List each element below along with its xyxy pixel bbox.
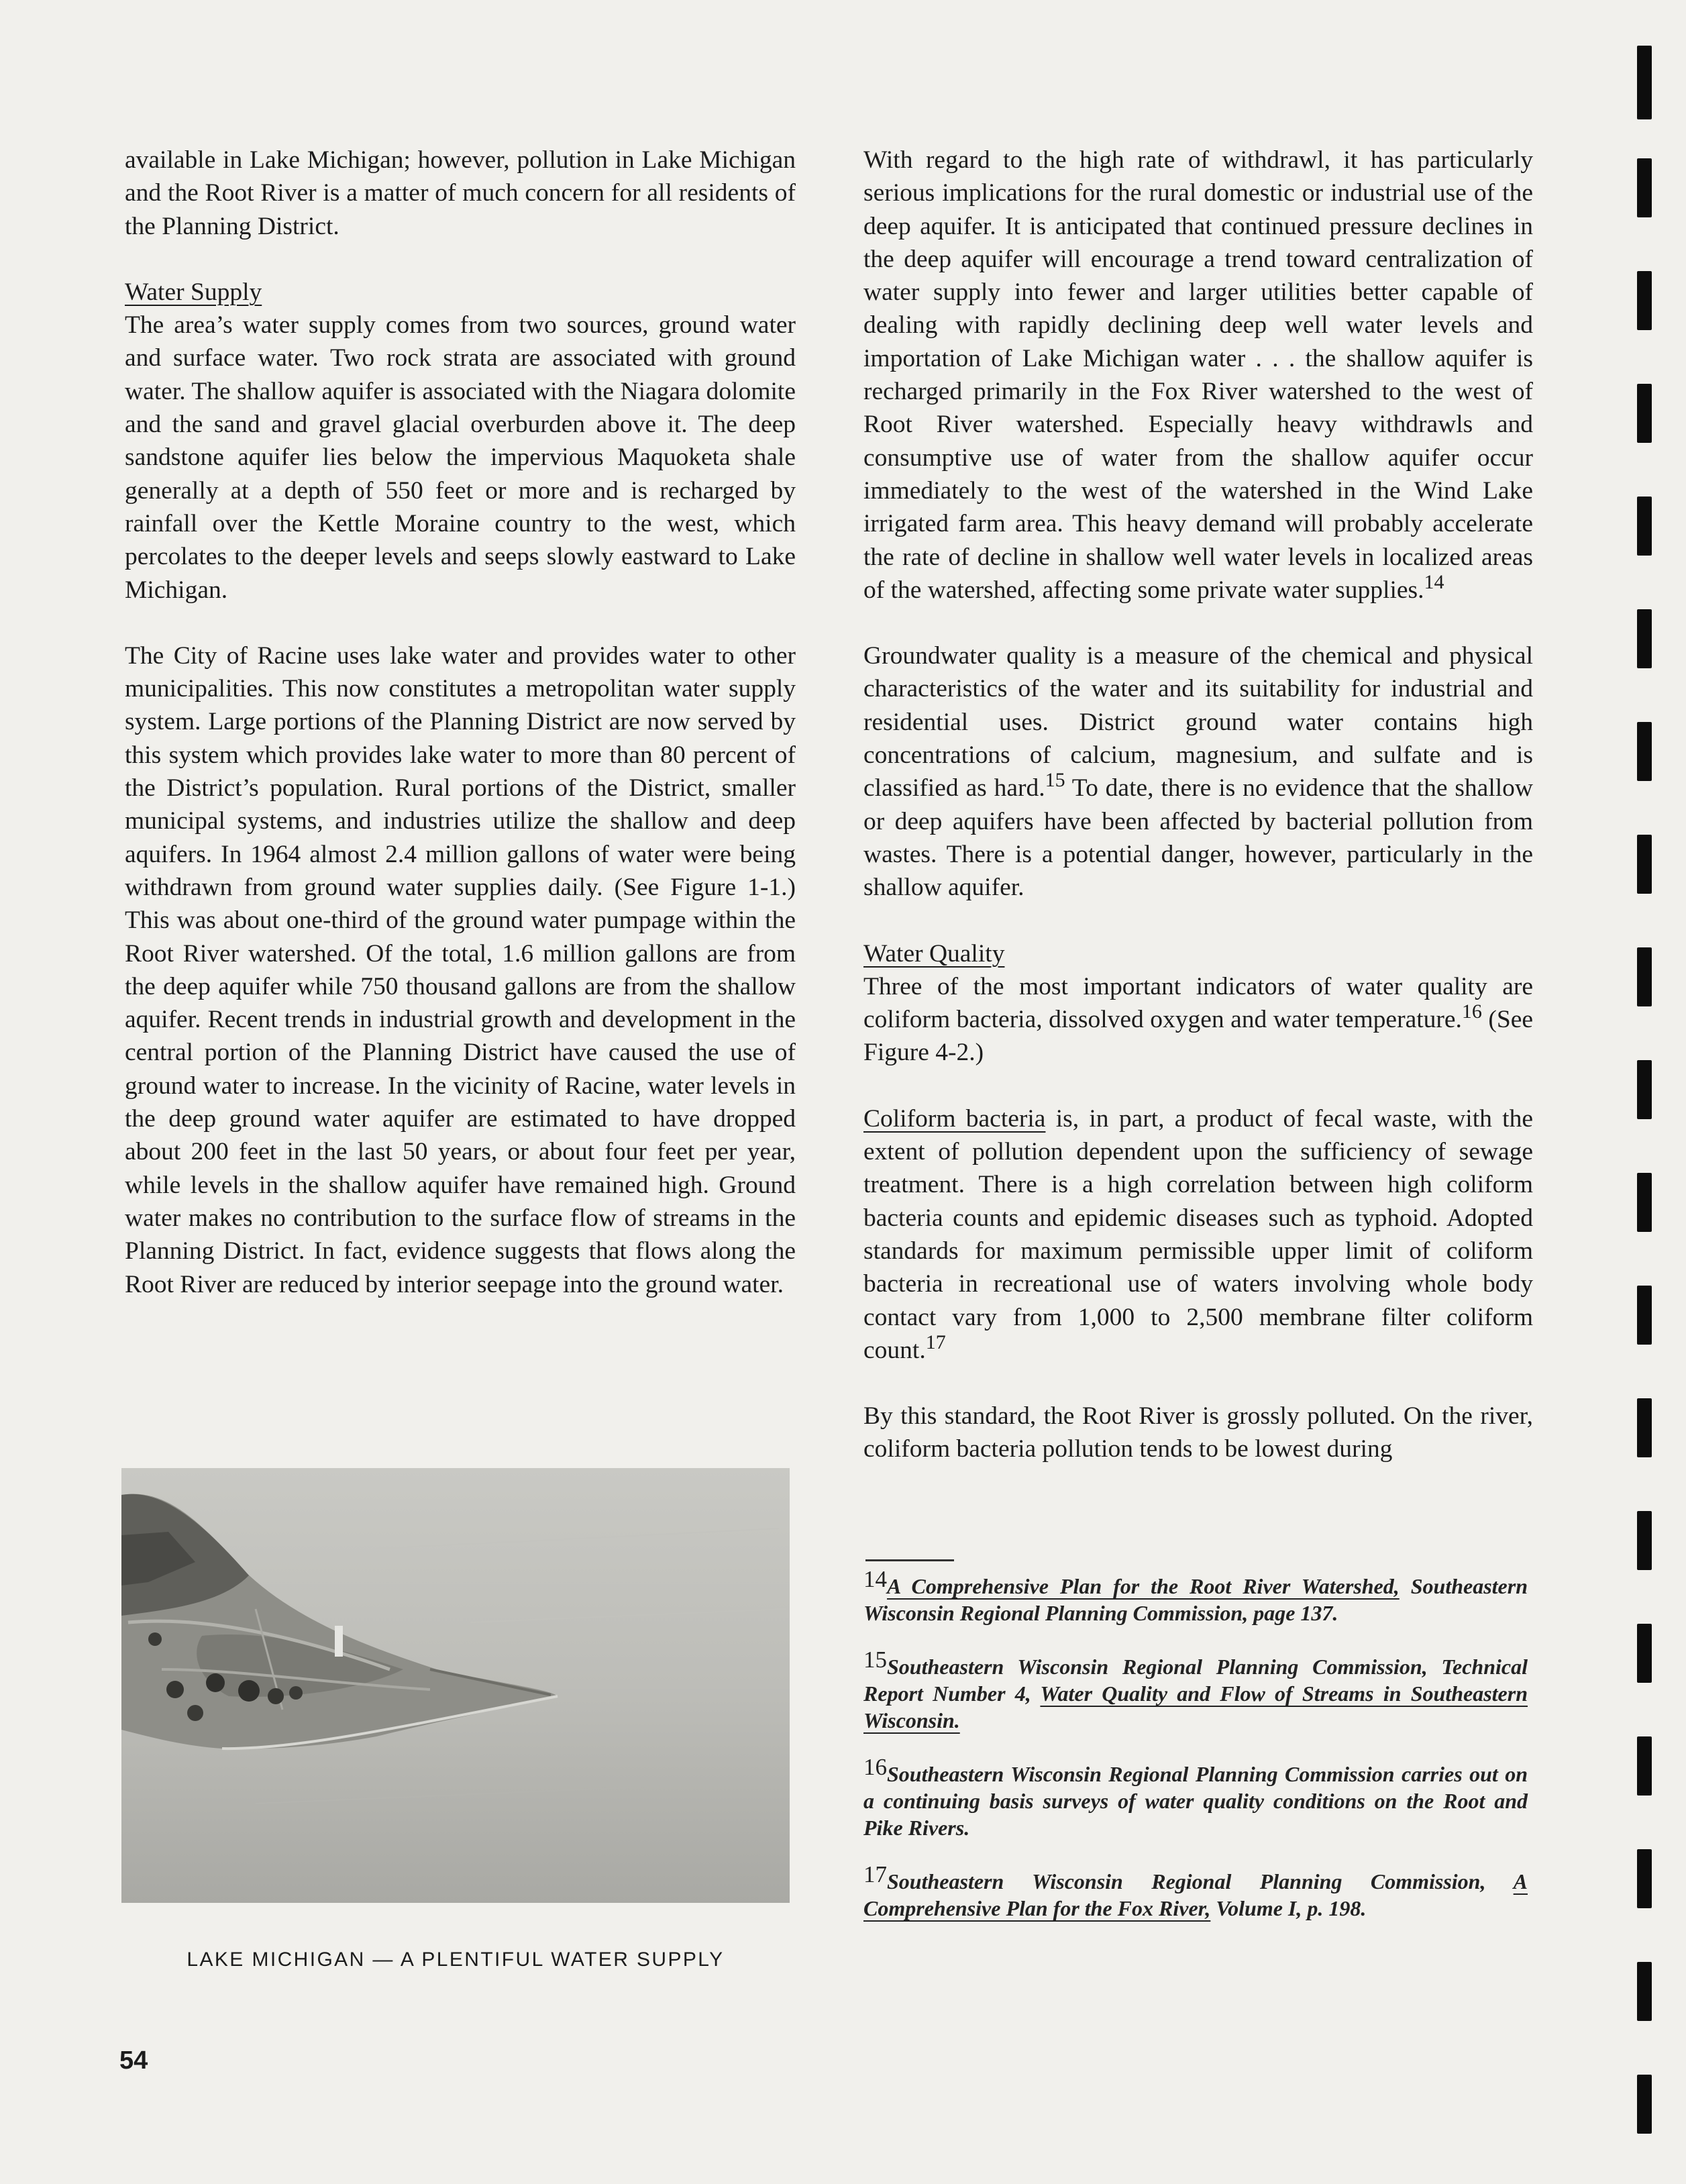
binding-mark	[1637, 722, 1652, 781]
left-column	[125, 144, 796, 1301]
binding-mark	[1637, 384, 1652, 443]
binding-mark	[1637, 497, 1652, 556]
binding-mark	[1637, 1511, 1652, 1570]
binding-mark	[1637, 1736, 1652, 1796]
binding-mark	[1637, 271, 1652, 330]
term-coliform-bacteria: Coliform bacteria	[863, 1104, 1046, 1133]
paragraph-root-river-polluted: By this standard, the Root River is grossly polluted. On the river, coliform bacteria pollution tends to be lowest during	[863, 1402, 1533, 1463]
footnote-ref-14: 14	[1424, 570, 1444, 593]
binding-mark	[1637, 1060, 1652, 1119]
binding-mark	[1637, 1286, 1652, 1345]
paragraph-coliform-bacteria: Coliform bacteria is, in part, a product of fecal waste, with the extent of pollution dependent upon the sufficiency of sewage treatment. There is a high correlation between high coliform bacteria counts and epidemic diseases such as typhoid. Adopted standards for maximum permissible upper limit of coliform bacteria in recreational use of waters involving whole body contact vary from 1,000 to 2,500 membrane filter coliform count.$^{17}$	[863, 1104, 1533, 1364]
paragraph-groundwater-quality: Groundwater quality is a measure of the chemical and physical characteristics of the water and its suitability for industrial and residential uses. District ground water contains high concentrations of calcium, magnesium, and sulfate and is classified as hard.$^{15}$ To date, there is no evidence that the shallow or deep aquifers have been affected by bacterial pollution from wastes. There is a potential danger, however, particularly in the shallow aquifer.	[863, 642, 1533, 902]
footnote-14: 14A Comprehensive Plan for the Root River Watershed, Southeastern Wisconsin Regional Planning Commission, page 137.	[863, 1566, 1528, 1625]
footnote-divider	[865, 1559, 954, 1561]
footnote-ref-17: 17	[925, 1331, 946, 1353]
footnote-17: 17Southeastern Wisconsin Regional Planning Commission, A Comprehensive Plan for the Fox River, Volume I, p. 198.	[863, 1861, 1528, 1920]
binding-mark	[1637, 1849, 1652, 1908]
binding-mark	[1637, 46, 1652, 119]
aerial-photo-lake-michigan	[121, 1468, 790, 1903]
binding-mark	[1637, 1173, 1652, 1232]
paragraph-withdrawal-rate: With regard to the high rate of withdrawl, it has particularly serious implications for the rural domestic or industrial use of the deep aquifer. It is anticipated that continued pressure declines in the deep aquifer will encourage a trend toward centralization of water supply into fewer and larger utilities better capable of dealing with rapidly declining deep well water levels and importation of Lake Michigan water . . . the shallow aquifer is recharged primarily in the Fox River watershed to the west of Root River watershed. Especially heavy withdrawls and consumptive use of water from the shallow aquifer occur immediately to the west of the watershed in the Wind Lake irrigated farm area. This heavy demand will probably accelerate the rate of decline in shallow well water levels in localized areas of the watershed, affecting some private water supplies.$^{14}$	[863, 146, 1533, 604]
footnote-16: 16Southeastern Wisconsin Regional Planning Commission carries out on a continuing basis surveys of water quality conditions on the Root and Pike Rivers.	[863, 1754, 1528, 1840]
binding-mark	[1637, 609, 1652, 668]
binding-mark	[1637, 1624, 1652, 1683]
paragraph-quality-indicators: Three of the most important indicators of water quality are coliform bacteria, dissolved oxygen and water temperature.$^{16}$ (See Figure 4-2.)	[863, 972, 1533, 1067]
paragraph-racine-water: The City of Racine uses lake water and provides water to other municipalities. This now constitutes a metropolitan water supply system. Large portions of the Planning District are now served by this system which provides lake water to more than 80 percent of the District’s population. Rural portions of the District, smaller municipal systems, and industries utilize the shallow and deep aquifers. In 1964 almost 2.4 million gallons of water were being withdrawn from ground water supplies daily. (See Figure 1-1.) This was about one-third of the ground water pumpage within the Root River watershed. Of the total, 1.6 million gallons are from the deep aquifer while 750 thousand gallons are from the shallow aquifer. Recent trends in industrial growth and development in the central portion of the Planning District have caused the use of ground water to increase. In the vicinity of Racine, water levels in the deep ground water aquifer are estimated to have dropped about 200 feet in the last 50 years, or about four feet per year, while levels in the shallow aquifer have remained high. Ground water makes no contribution to the surface flow of streams in the Planning District. In fact, evidence suggests that flows along the Root River are reduced by interior seepage into the ground water.	[125, 641, 796, 1298]
binding-mark	[1637, 158, 1652, 217]
right-column	[863, 144, 1533, 1466]
footnote-15: 15Southeastern Wisconsin Regional Planning Commission, Technical Report Number 4, Water Quality and Flow of Streams in Southeastern Wisconsin.	[863, 1647, 1528, 1732]
binding-mark	[1637, 947, 1652, 1006]
footnote-ref-15: 15	[1045, 769, 1065, 792]
photo-caption: LAKE MICHIGAN — A PLENTIFUL WATER SUPPLY	[187, 1948, 725, 1971]
footnotes	[863, 1566, 1528, 1948]
footnote-ref-16: 16	[1461, 1000, 1482, 1023]
page-number: 54	[119, 2046, 148, 2075]
binding-mark	[1637, 1398, 1652, 1457]
binding-mark	[1637, 835, 1652, 894]
binding-mark	[1637, 2075, 1652, 2134]
heading-water-quality: Water Quality	[863, 939, 1005, 968]
aerial-photo-illustration	[121, 1468, 790, 1903]
binding-marks	[1637, 0, 1664, 2184]
binding-mark	[1637, 1962, 1652, 2021]
paragraph-intro: available in Lake Michigan; however, pollution in Lake Michigan and the Root River is a matter of much concern for all residents of the Planning District.	[125, 146, 796, 240]
paragraph-water-sources: The area’s water supply comes from two sources, ground water and surface water. Two rock strata are associated with ground water. The shallow aquifer is associated with the Niagara dolomite and the sand and gravel glacial overburden above it. The deep sandstone aquifer lies below the impervious Maquoketa shale generally at a depth of 550 feet or more and is recharged by rainfall over the Kettle Moraine country to the west, which percolates to the deeper levels and seeps slowly eastward to Lake Michigan.	[125, 311, 796, 604]
heading-water-supply: Water Supply	[125, 278, 262, 306]
